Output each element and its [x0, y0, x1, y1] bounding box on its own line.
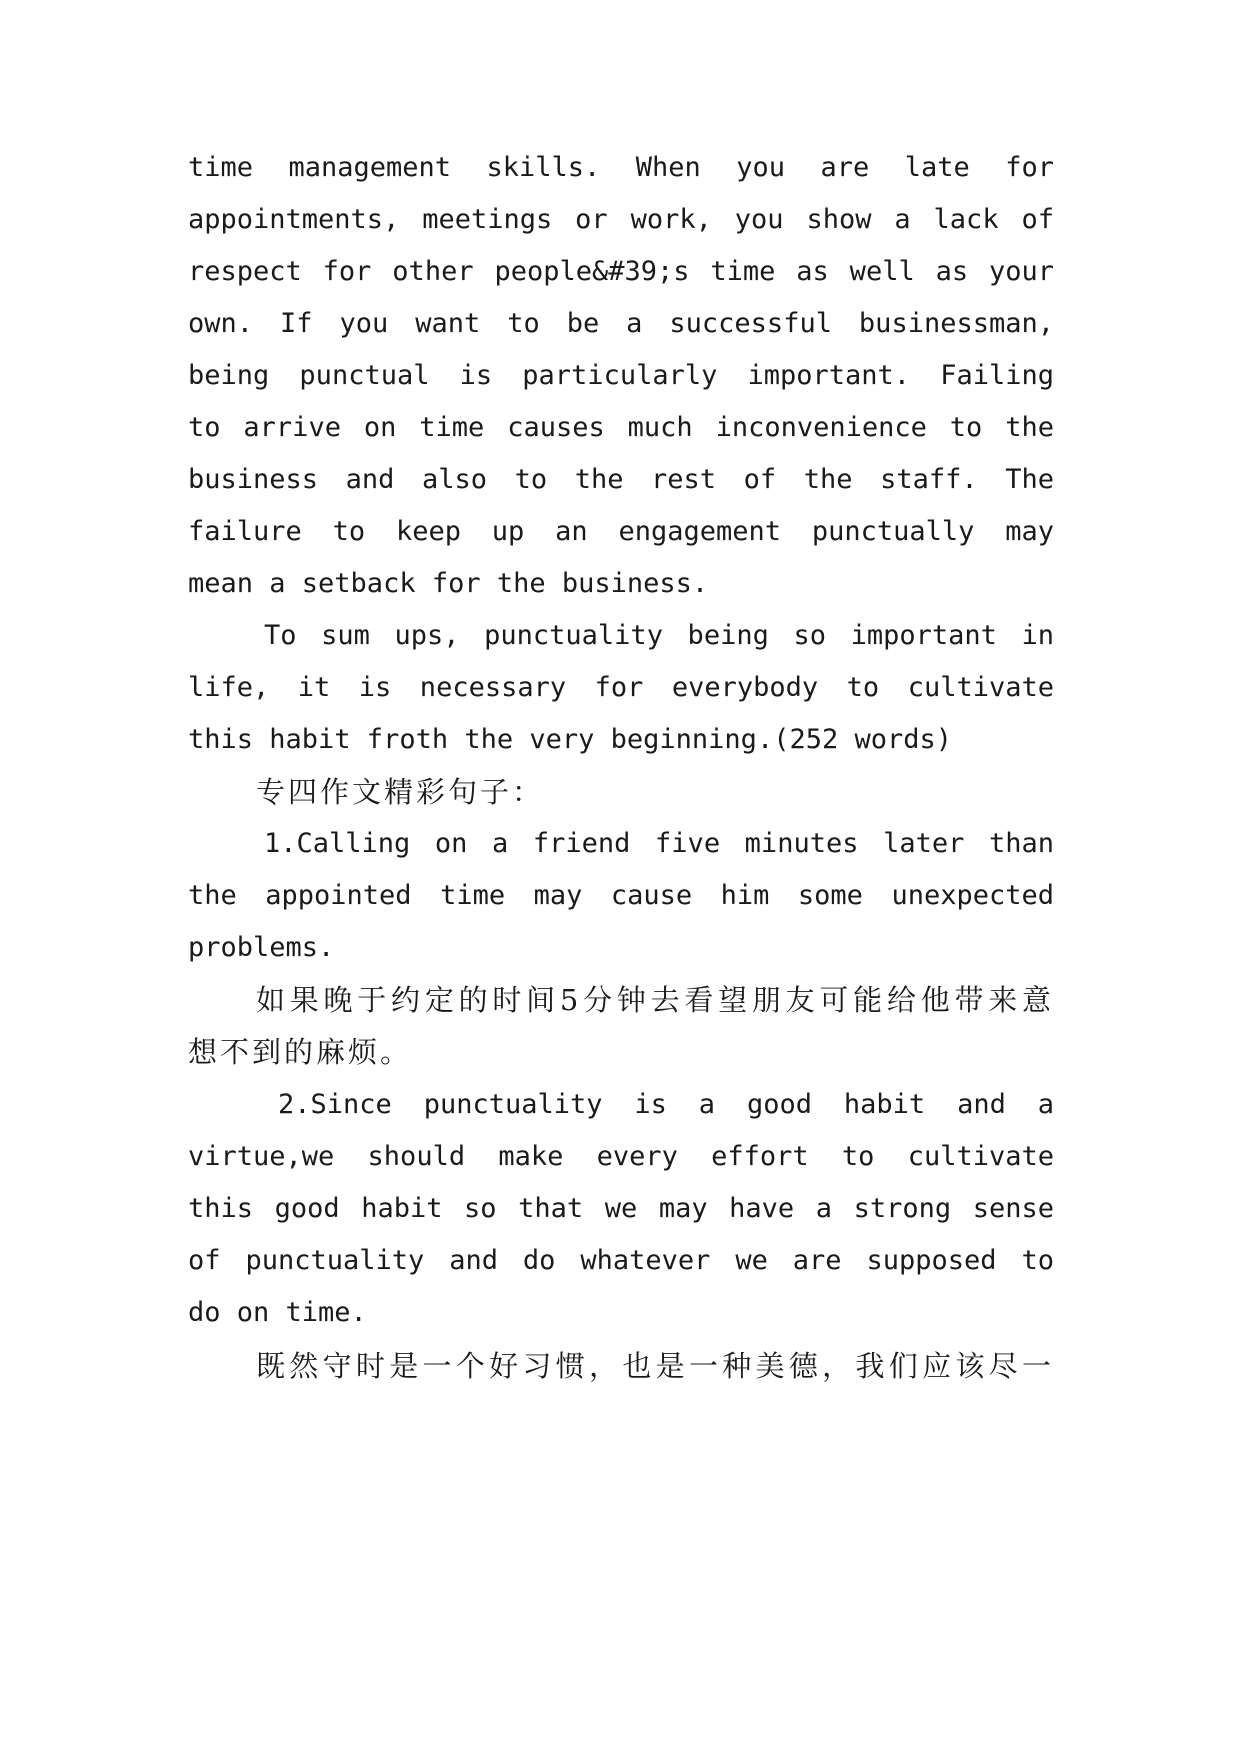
section-heading: 专四作文精彩句子：	[256, 775, 545, 809]
text-line-3: respect for other people&#39;s time as well as your	[188, 256, 1054, 287]
sentence-2-line-5: do on time.	[188, 1297, 367, 1328]
sentence-2-line-4: of punctuality and do whatever we are supposed to	[188, 1245, 1054, 1276]
text-line-5: being punctual is particularly important. Failing	[188, 360, 1054, 391]
paragraph-line-2: life, it is necessary for everybody to cultivate	[188, 672, 1054, 703]
translation-2-line-1: 既然守时是一个好习惯，也是一种美德，我们应该尽一	[256, 1349, 1054, 1383]
text-line-9: mean a setback for the business.	[188, 568, 709, 599]
text-line-6: to arrive on time causes much inconvenience to the	[188, 412, 1054, 443]
sentence-1-line-1: 1.Calling on a friend five minutes later than	[264, 828, 1054, 859]
paragraph-line-1: To sum ups, punctuality being so important in	[264, 620, 1054, 651]
text-line-1: time management skills. When you are late for	[188, 152, 1054, 183]
sentence-2-line-1: 2.Since punctuality is a good habit and a	[278, 1089, 1054, 1120]
sentence-1-line-2: the appointed time may cause him some unexpected	[188, 880, 1054, 911]
translation-1-line-1: 如果晚于约定的时间5分钟去看望朋友可能给他带来意	[256, 983, 1054, 1017]
translation-1-line-2: 想不到的麻烦。	[188, 1035, 413, 1069]
text-line-7: business and also to the rest of the staff. The	[188, 464, 1054, 495]
sentence-2-line-2: virtue,we should make every effort to cultivate	[188, 1141, 1054, 1172]
text-line-4: own. If you want to be a successful businessman,	[188, 308, 1054, 339]
text-line-2: appointments, meetings or work, you show a lack of	[188, 204, 1054, 235]
text-line-8: failure to keep up an engagement punctually may	[188, 516, 1054, 547]
sentence-2-line-3: this good habit so that we may have a strong sense	[188, 1193, 1054, 1224]
paragraph-line-3: this habit froth the very beginning.(252 words)	[188, 724, 953, 755]
sentence-1-line-3: problems.	[188, 932, 335, 963]
